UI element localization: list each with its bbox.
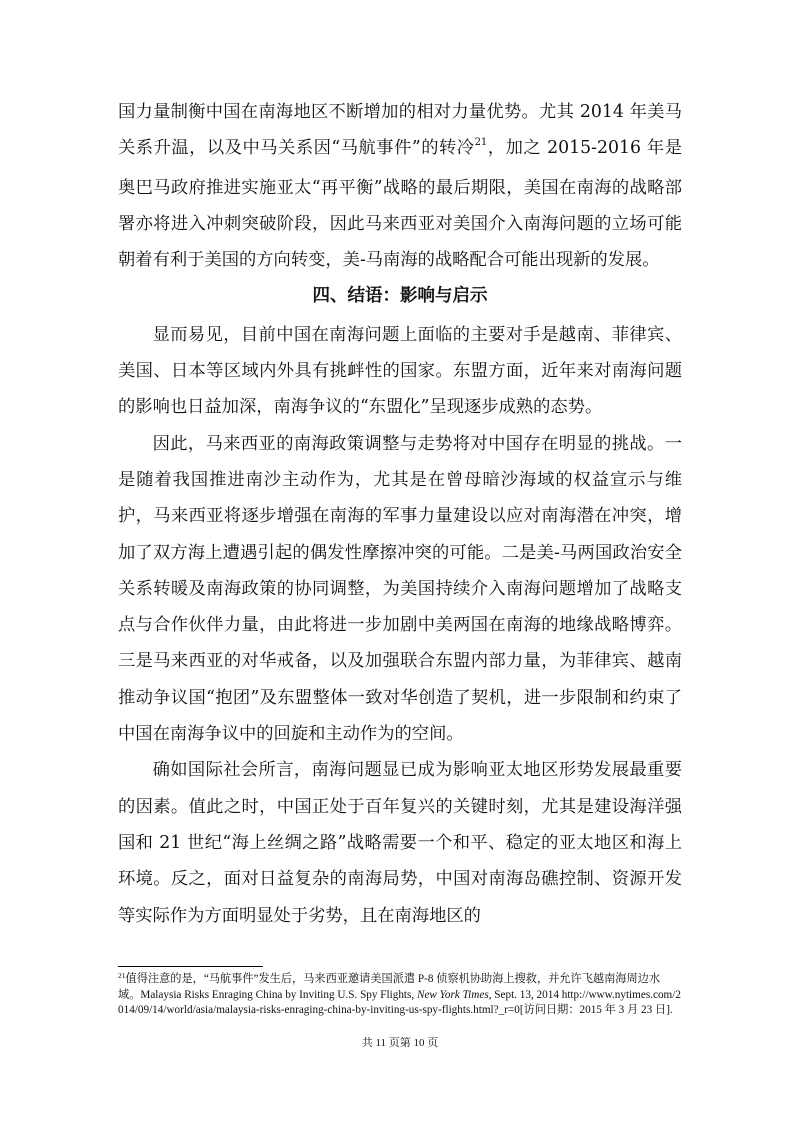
section-heading: 四、结语：影响与启示: [312, 286, 488, 307]
paragraph-text: ，加之 2015-2016 年是奥巴马政府推进实施亚太“再平衡”战略的最后期限，美国在南海的战略部署亦将进入冲刺突破阶段，因此马来西亚对美国介入南海问题的立场可能朝着有利于美国的方向转变，美-马南海的战略配合可能出现新的发展。: [118, 138, 682, 271]
footnote: [118, 972, 682, 1019]
footnote-source: New York Times: [416, 988, 489, 1001]
footnote-reference: 21: [474, 137, 488, 149]
paragraph: 显而易见，目前中国在南海问题上面临的主要对手是越南、菲律宾、美国、日本等区域内外具有挑衅性的国家。东盟方面，近年来对南海问题的影响也日益加深，南海争议的“东盟化”呈现逐步成熟的态势。: [118, 324, 682, 418]
footnote-mark: 21: [118, 971, 126, 980]
footnote-text-en: Malaysia Risks Enraging China by Inviting U.S. Spy Flights,: [140, 988, 417, 1001]
footnote-date: , Sept. 13, 2014: [488, 988, 559, 1001]
footnote-divider: [118, 966, 263, 967]
page-footer: 共 11 页第 10 页: [361, 1037, 439, 1049]
paragraph-continued: [118, 94, 682, 278]
paragraph: 因此，马来西亚的南海政策调整与走势将对中国存在明显的挑战。一是随着我国推进南沙主动作为，尤其是在曾母暗沙海域的权益宣示与维护，马来西亚将逐步增强在南海的军事力量建设以应对南海潜在冲突，增加了双方海上遭遇引起的偶发性摩擦冲突的可能。二是美-马两国政治安全关系转暖及南海政策的协同调整，为美国持续介入南海问题增加了战略支点与合作伙伴力量，由此将进一步加剧中美两国在南海的地缘战略博弈。三是马来西亚的对华戒备，以及加强联合东盟内部力量，为菲律宾、越南推动争议国“抱团”及东盟整体一致对华创造了契机，进一步限制和约束了中国在南海争议中的回旋和主动作为的空间。: [118, 433, 682, 745]
footnote-text-cn: 值得注意的是，“马航事件”发生后，马来西亚邀请美国派遣 P-8 侦察机协助海上搜救，并允许飞越南海周边水域。: [118, 973, 661, 1001]
footnote-url: http://www.nytimes.com/2014/09/14/world/asia/malaysia-risks-enraging-china-by-inviting-us-spy-flights.html?_r=0: [118, 988, 681, 1016]
body-text: [118, 94, 682, 934]
paragraph-text: 国力量制衡中国在南海地区不断增加的相对力量优势。尤其 2014 年美马关系升温，以及中马关系因“马航事件”的转冷: [118, 102, 682, 159]
footnote-accessed: [访问日期：2015 年 3 月 23 日].: [519, 1004, 673, 1016]
paragraph: 确如国际社会所言，南海问题显已成为影响亚太地区形势发展最重要的因素。值此之时，中国正处于百年复兴的关键时刻，尤其是建设海洋强国和 21 世纪“海上丝绸之路”战略需要一个和平、稳定的亚太地区和海上环境。反之，面对日益复杂的南海局势，中国对南海岛礁控制、资源开发等实际作为方面明显处于劣势，且在南海地区的: [118, 760, 682, 926]
